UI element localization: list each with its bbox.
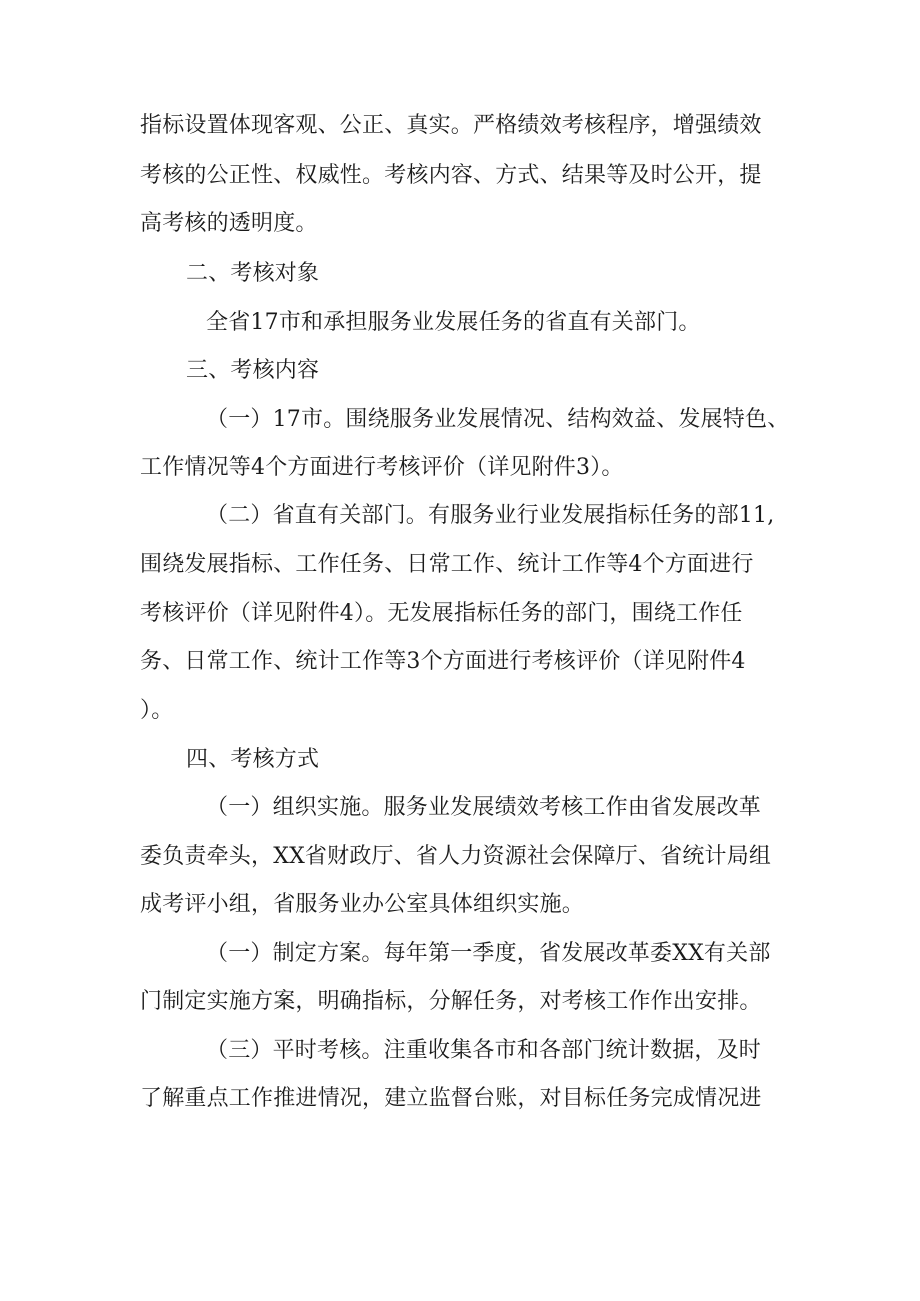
text-line: 工作情况等4个方面进行考核评价（详见附件3）。	[140, 455, 624, 480]
section-heading: 三、考核内容	[186, 358, 320, 383]
text-line: 门制定实施方案，明确指标，分解任务，对考核工作作出安排。	[140, 989, 762, 1014]
text-line: （一）制定方案。每年第一季度，省发展改革委XX有关部	[206, 941, 771, 966]
text-line: 全省17市和承担服务业发展任务的省直有关部门。	[206, 310, 701, 335]
text-line: （二）省直有关部门。有服务业行业发展指标任务的部11,	[206, 503, 775, 528]
text-line: 务、日常工作、统计工作等3个方面进行考核评价（详见附件4	[140, 649, 746, 674]
text-line: 委负责牵头，XX省财政厅、省人力资源社会保障厅、省统计局组	[140, 844, 772, 869]
section-heading: 四、考核方式	[186, 747, 320, 772]
text-line: （一）17市。围绕服务业发展情况、结构效益、发展特色、	[206, 407, 790, 432]
text-line: 了解重点工作推进情况，建立监督台账，对目标任务完成情况进	[140, 1086, 762, 1111]
text-line: 考核评价（详见附件4）。无发展指标任务的部门，围绕工作任	[140, 601, 743, 626]
text-line: 考核的公正性、权威性。考核内容、方式、结果等及时公开，提	[140, 163, 762, 188]
text-line: ）。	[140, 698, 174, 723]
text-line: （一）组织实施。服务业发展绩效考核工作由省发展改革	[206, 795, 762, 820]
text-line: 围绕发展指标、工作任务、日常工作、统计工作等4个方面进行	[140, 552, 754, 577]
text-line: 成考评小组，省服务业办公室具体组织实施。	[140, 892, 585, 917]
text-line: 高考核的透明度。	[140, 211, 318, 236]
text-line: （三）平时考核。注重收集各市和各部门统计数据，及时	[206, 1038, 762, 1063]
section-heading: 二、考核对象	[186, 261, 320, 286]
text-line: 指标设置体现客观、公正、真实。严格绩效考核程序，增强绩效	[140, 113, 762, 138]
